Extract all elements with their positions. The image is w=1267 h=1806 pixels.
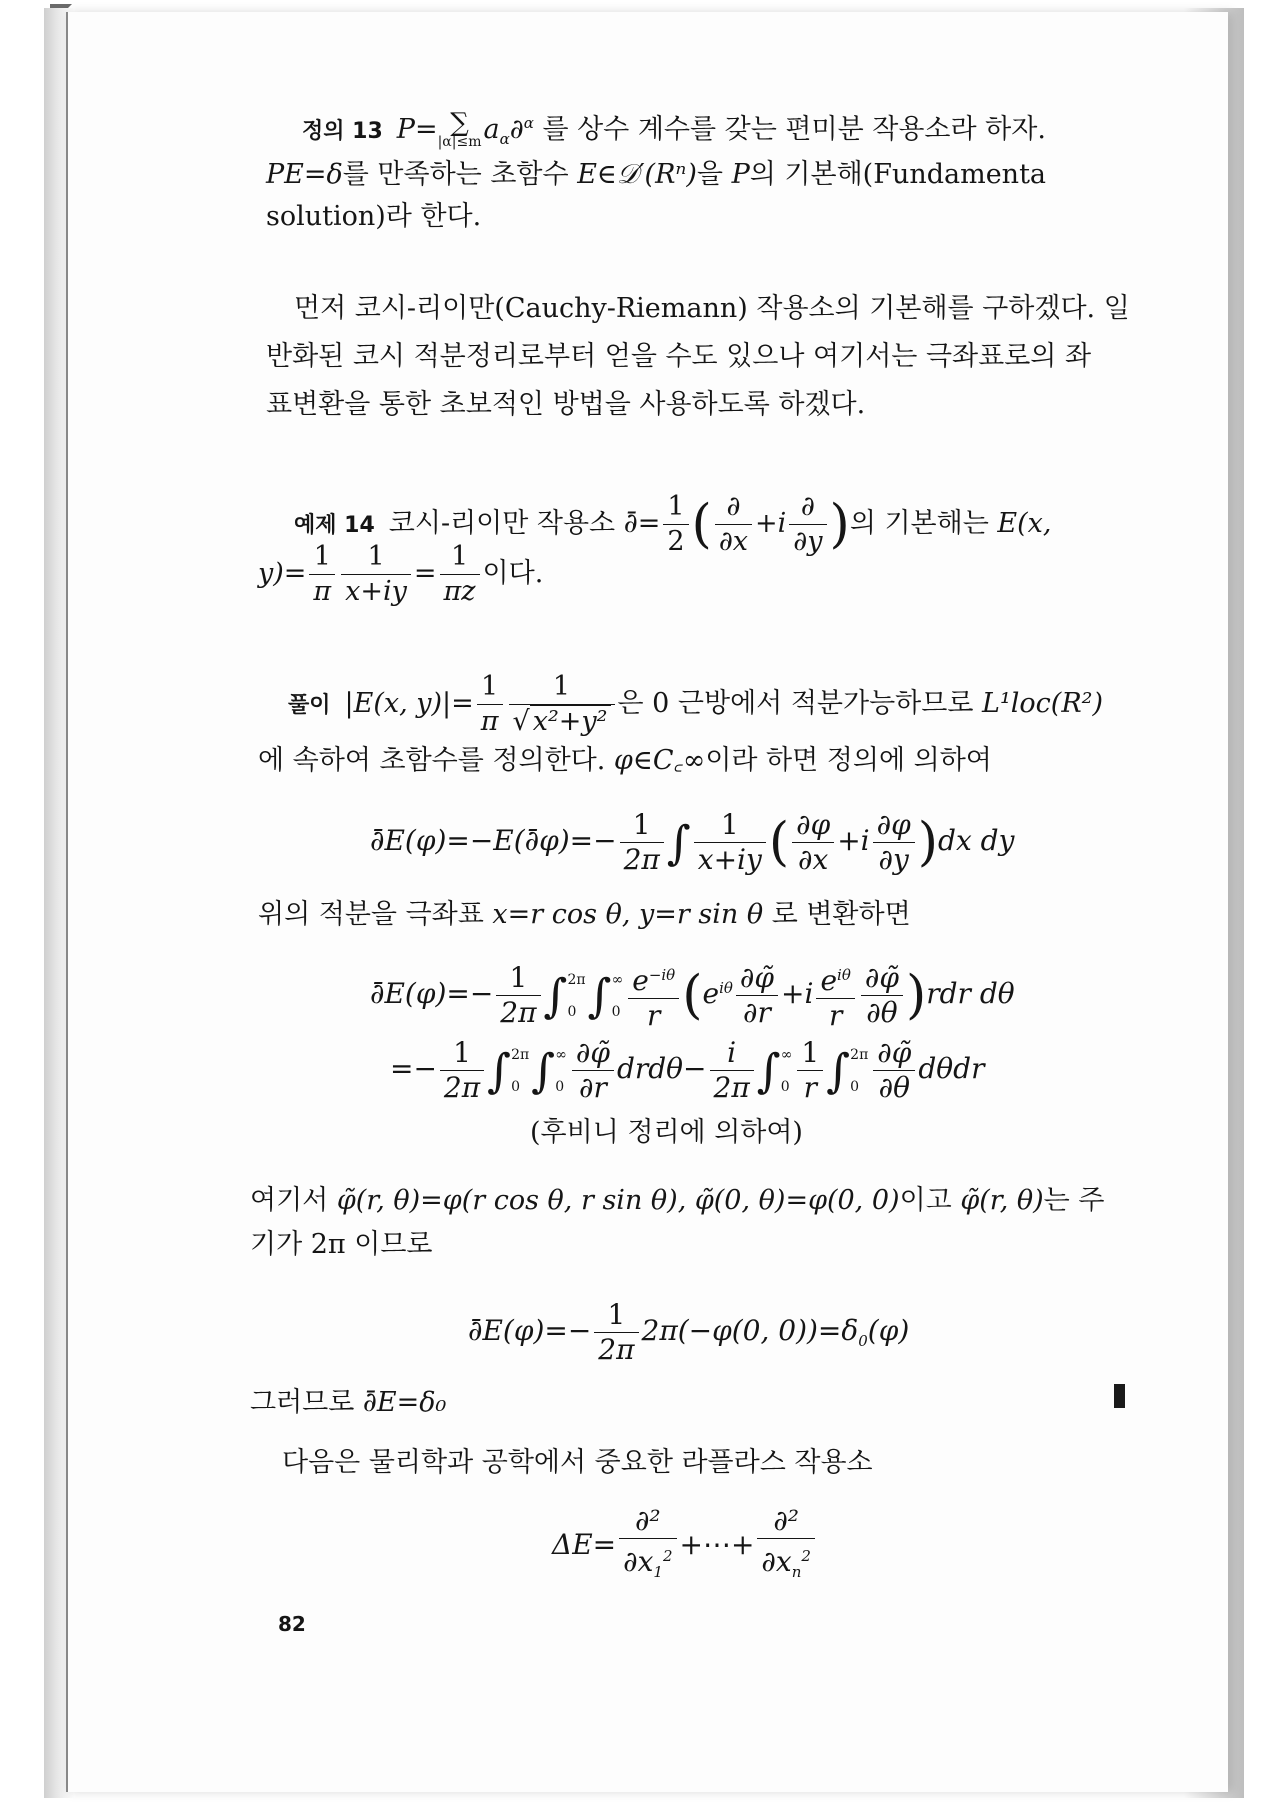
where-text-3: 는 주 bbox=[1043, 1185, 1105, 1216]
polar-line bbox=[258, 898, 911, 932]
polar-text-2: 로 변환하면 bbox=[771, 899, 911, 930]
qed-mark bbox=[1114, 1384, 1125, 1408]
solution-test-function: φ∈C꜀∞ bbox=[613, 745, 706, 776]
example-keyword: 예제 14 bbox=[294, 513, 375, 538]
where-text-1: 여기서 bbox=[250, 1185, 329, 1216]
equation-3: =− $\frac{1}{2\pi}$ ∫2π 0 ∫∞ 0 $\frac{\partial\varphĩ}{\partial r}$ drdθ− $\frac{i}{2\pi}$ ∫∞ 0 $\frac{1}{r}$ ∫2π 0 $\frac{\partial\varphĩ}{\partial\theta}$ dθdr bbox=[390, 1036, 985, 1104]
equation-4: ∂̄E(φ)=− $\frac{1}{2\pi}$ 2π(−φ(0, $0))=\delta_0(\varphi)$ bbox=[468, 1298, 910, 1366]
definition-line-1: 정의 13 P= ∑ $|\alpha|\le ma_\alpha\partial^\alpha$ 를 상수 계수를 갖는 편미분 작용소라 하자. bbox=[302, 107, 1046, 150]
example-text-1: 코시-리이만 작용소 bbox=[388, 508, 616, 539]
definition-keyword: 정의 13 bbox=[302, 119, 383, 144]
definition-distribution: E∈𝒟′(Rⁿ) bbox=[577, 159, 697, 190]
intro-line-1: 먼저 코시-리이만(Cauchy-Riemann) 작용소의 기본해를 구하겠다. 일 bbox=[294, 293, 1130, 324]
definition-text-4: 의 기본해(Fundamenta bbox=[749, 159, 1047, 190]
solution-line-1: 풀이 |E(x, y)|= $\frac{1}{\pi}$ $\frac{1}{\text{√ x²+y²}}$ 은 0 근방에서 적분가능하므로 L¹loc(R²) bbox=[288, 671, 1104, 737]
page-number: 82 bbox=[278, 1612, 306, 1636]
intro-line-2: 반화된 코시 적분정리로부터 얻을 수도 있으나 여기서는 극좌표로의 좌 bbox=[266, 341, 1092, 372]
definition-line-3: solution)라 한다. bbox=[266, 201, 482, 232]
definition-text-2: 를 만족하는 초함수 bbox=[342, 159, 569, 190]
where-line: 여기서 φ̃(r, θ)=φ(r cos θ, r sin θ), φ̃(0, θ)=φ(0, 0)이고 φ̃(r, θ)는 주 bbox=[250, 1185, 1105, 1216]
solution-space: L¹loc(R²) bbox=[982, 688, 1104, 719]
definition-condition: PE=δ bbox=[266, 159, 343, 190]
conclusion-text: 그러므로 bbox=[250, 1387, 355, 1418]
conclusion-line bbox=[250, 1386, 446, 1420]
polar-equation: x=r cos θ, y=r sin θ bbox=[492, 899, 764, 930]
where-text-2: 이고 bbox=[899, 1185, 952, 1216]
solution-text-2: 이라 하면 정의에 의하여 bbox=[705, 745, 992, 776]
solution-line-2-text: 에 속하여 초함수를 정의한다. bbox=[258, 745, 606, 776]
solution-keyword: 풀이 bbox=[288, 693, 331, 718]
equation-1: ∂̄E(φ)=−E(∂̄φ)=− $\frac{1}{2\pi}$ ∫ $\frac{1}{x+iy}$ ( $\frac{\partial\varphi}{\partial x}$ +i $\frac{\partial\varphi}{\partial y}$ )dx dy bbox=[370, 808, 1015, 876]
solution-line-2 bbox=[258, 744, 992, 778]
definition-line-2: PE=δ를 만족하는 초함수 E∈𝒟′(Rⁿ)을 P의 기본해(Fundamenta bbox=[266, 159, 1047, 190]
laplace-equation: ΔE= $\frac{\text{∂²}}{\partial x_1^2}$ +⋯+ $\frac{\text{∂²}}{\partial x_n^2}$ bbox=[552, 1504, 818, 1589]
definition-text-3: 을 bbox=[696, 159, 723, 190]
laplace-text: 다음은 물리학과 공학에서 중요한 라플라스 작용소 bbox=[282, 1447, 873, 1478]
example-line-1: 예제 14 코시-리이만 작용소 ∂̄= $\frac{1}{2}$ ( $\frac{\partial}{\partial x}$ +i $\frac{\partial}{\partial y}$ )의 기본해는 E(x, bbox=[294, 491, 1052, 557]
definition-text-1: 를 상수 계수를 갖는 편미분 작용소라 하자. bbox=[542, 114, 1046, 145]
example-text-3: 이다. bbox=[482, 558, 544, 589]
solution-text-1: 은 0 근방에서 적분가능하므로 bbox=[617, 688, 974, 719]
period-line: 기가 2π 이므로 bbox=[250, 1229, 433, 1260]
example-line-2: y)= $\frac{1}{\pi}$ $\frac{1}{x+iy}$ = $\frac{1}{\pi z}$ 이다. bbox=[258, 541, 544, 607]
equation-2: ∂̄E(φ)=− $\frac{1}{2\pi}$ ∫2π 0 ∫∞ 0 $\frac{e^{-i\theta}}{r}$ ($e^{i\theta}$ $\frac{\partial\varphĩ}{\partial r}$ +i $\frac{e^{i\theta}}{r}$ $\frac{\partial\varphĩ}{\partial\theta}$ )rdr dθ bbox=[370, 958, 1015, 1033]
intro-line-3: 표변환을 통한 초보적인 방법을 사용하도록 하겠다. bbox=[266, 389, 866, 420]
example-text-2: 의 기본해는 bbox=[849, 508, 989, 539]
conclusion-equation: ∂̄E=δ₀ bbox=[362, 1387, 447, 1418]
polar-text-1: 위의 적분을 극좌표 bbox=[258, 899, 484, 930]
fubini-note: (후비니 정리에 의하여) bbox=[530, 1117, 803, 1148]
